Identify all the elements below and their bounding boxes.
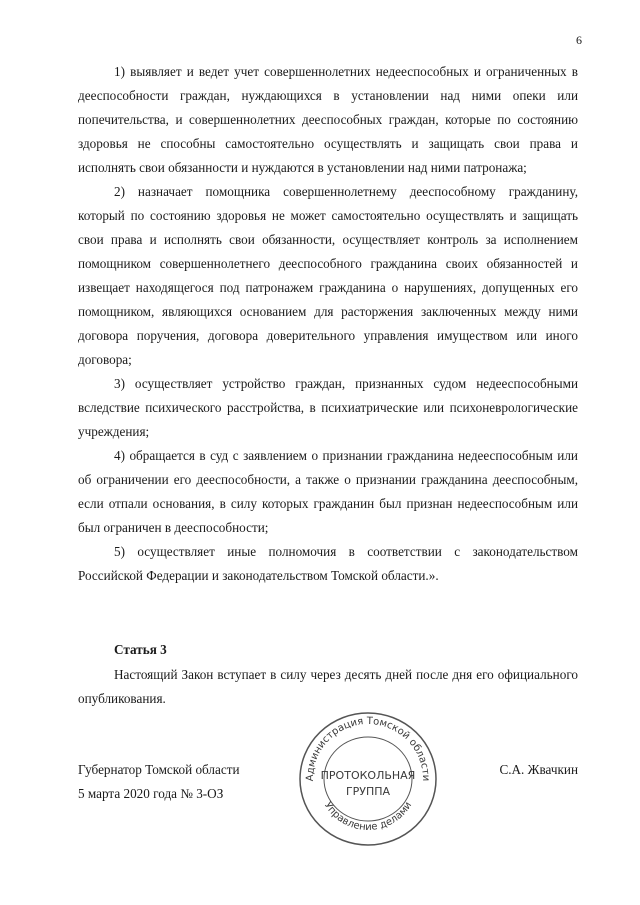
signer-title: Губернатор Томской области bbox=[78, 762, 240, 777]
stamp-center-line1: ПРОТОКОЛЬНАЯ bbox=[320, 769, 416, 782]
stamp-center-line2: ГРУППА bbox=[345, 785, 391, 798]
article-title: Статья 3 bbox=[114, 642, 167, 657]
document-date: 5 марта 2020 года № 3-ОЗ bbox=[78, 786, 224, 801]
stamp-seal-icon bbox=[293, 707, 443, 852]
official-stamp bbox=[293, 707, 443, 852]
list-item-4: 4) обращается в суд с заявлением о признании гражданина недееспособным или об ограничении его дееспособности, а также о признании гражданина дееспособным, если отпали основания, в силу которых гражданин был признан недееспособным или был ограничен в дееспособности; bbox=[78, 448, 578, 535]
stamp-bottom-text: Управление делами bbox=[321, 800, 415, 833]
page-number: 6 bbox=[576, 33, 582, 47]
list-item-1: 1) выявляет и ведет учет совершеннолетних недееспособных и ограниченных в дееспособности граждан, нуждающихся в установлении над ними опеки или попечительства, и совершеннолетних дееспособных граждан, которые по состоянию здоровья не способны самостоятельно осуществлять и защищать свои права и исполнять свои обязанности и нуждаются в установлении над ними патронажа; bbox=[78, 64, 578, 175]
document-body bbox=[78, 60, 578, 588]
article-text: Настоящий Закон вступает в силу через десять дней после дня его официального опубликования. bbox=[78, 667, 578, 706]
list-item-2: 2) назначает помощника совершеннолетнему дееспособному гражданину, который по состоянию здоровья не может самостоятельно осуществлять и защищать свои права и исполнять свои обязанности, осуществляет контроль за исполнением помощником совершеннолетнего дееспособного гражданина своих обязанностей и извещает находящегося под патронажем гражданина о нарушениях, допущенных его помощником, являющихся основанием для расторжения заключенных между ними договора поручения, договора доверительного управления имуществом или иного договора; bbox=[78, 184, 578, 367]
signer-name: С.А. Жвачкин bbox=[499, 762, 578, 777]
list-item-5: 5) осуществляет иные полномочия в соответствии с законодательством Российской Федерации и законодательством Томской области.». bbox=[78, 544, 578, 583]
list-item-3: 3) осуществляет устройство граждан, признанных судом недееспособными вследствие психического расстройства, в психиатрические или психоневрологические учреждения; bbox=[78, 376, 578, 439]
stamp-outer-text: Администрация Томской области bbox=[304, 715, 432, 782]
